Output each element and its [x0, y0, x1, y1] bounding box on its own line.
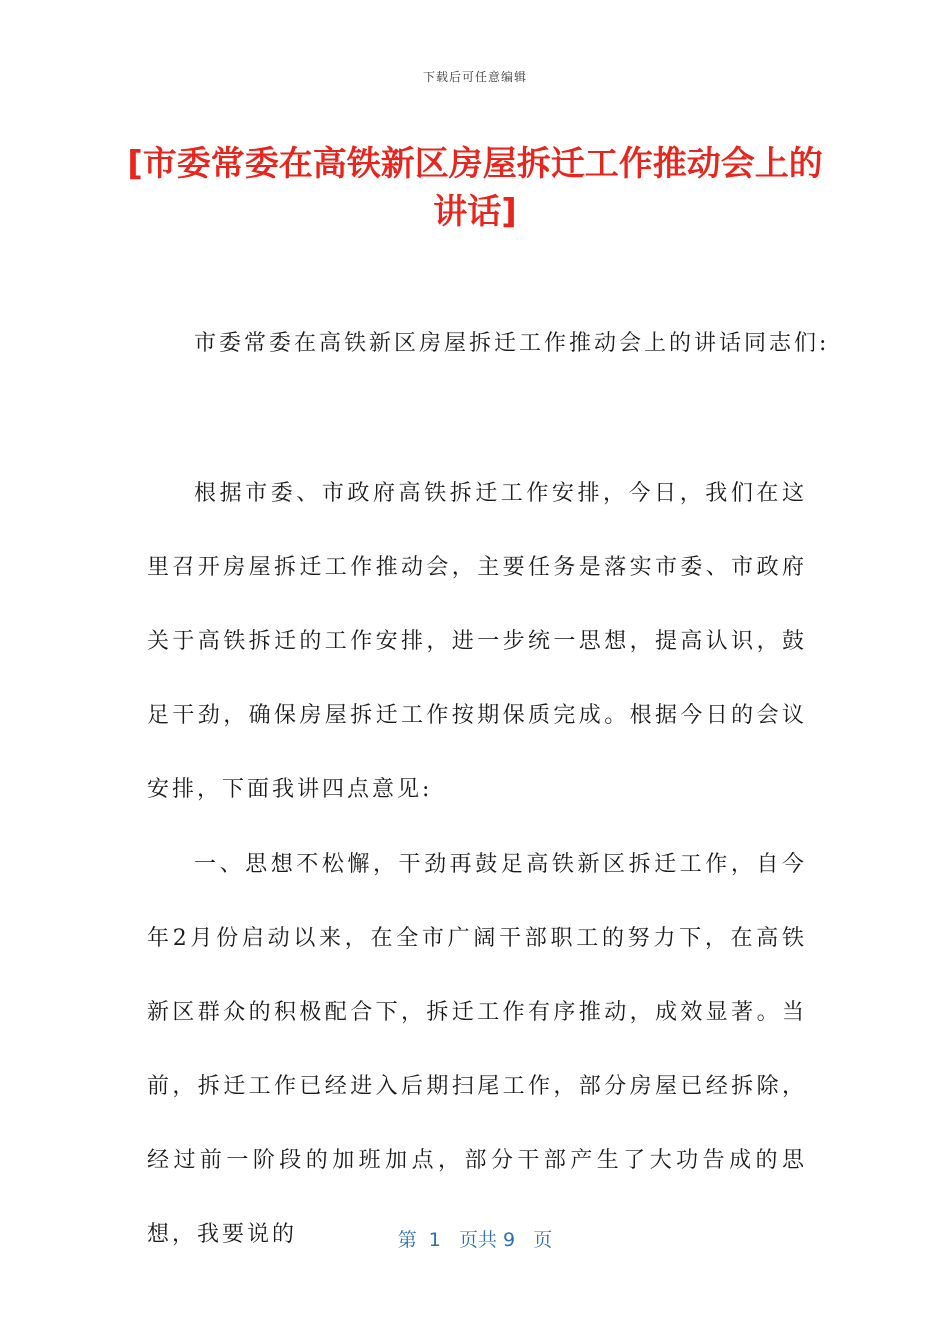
paragraph-2: 一、思想不松懈，干劲再鼓足高铁新区拆迁工作，自今年2月份启动以来，在全市广阔干部职工的努力下，在高铁新区群众的积极配合下，拆迁工作有序推动，成效显著。当前，拆迁工作已经进入后期扫尾工作，部分房屋已经拆除，经过前一阶段的加班加点，部分干部产生了大功告成的思想，我要说的	[147, 852, 807, 1247]
page-number: 第 1 页共 9 页	[397, 1229, 553, 1251]
paragraph-1: 根据市委、市政府高铁拆迁工作安排，今日，我们在这里召开房屋拆迁工作推动会，主要任务是落实市委、市政府关于高铁拆迁的工作安排，进一步统一思想，提高认识，鼓足干劲，确保房屋拆迁工作按期保质完成。根据今日的会议安排，下面我讲四点意见:	[147, 481, 807, 802]
salutation: 市委常委在高铁新区房屋拆迁工作推动会上的讲话同志们:	[194, 331, 830, 356]
document-title: [市委常委在高铁新区房屋拆迁工作推动会上的讲话]	[127, 144, 823, 232]
header-note: 下载后可任意编辑	[422, 70, 527, 84]
